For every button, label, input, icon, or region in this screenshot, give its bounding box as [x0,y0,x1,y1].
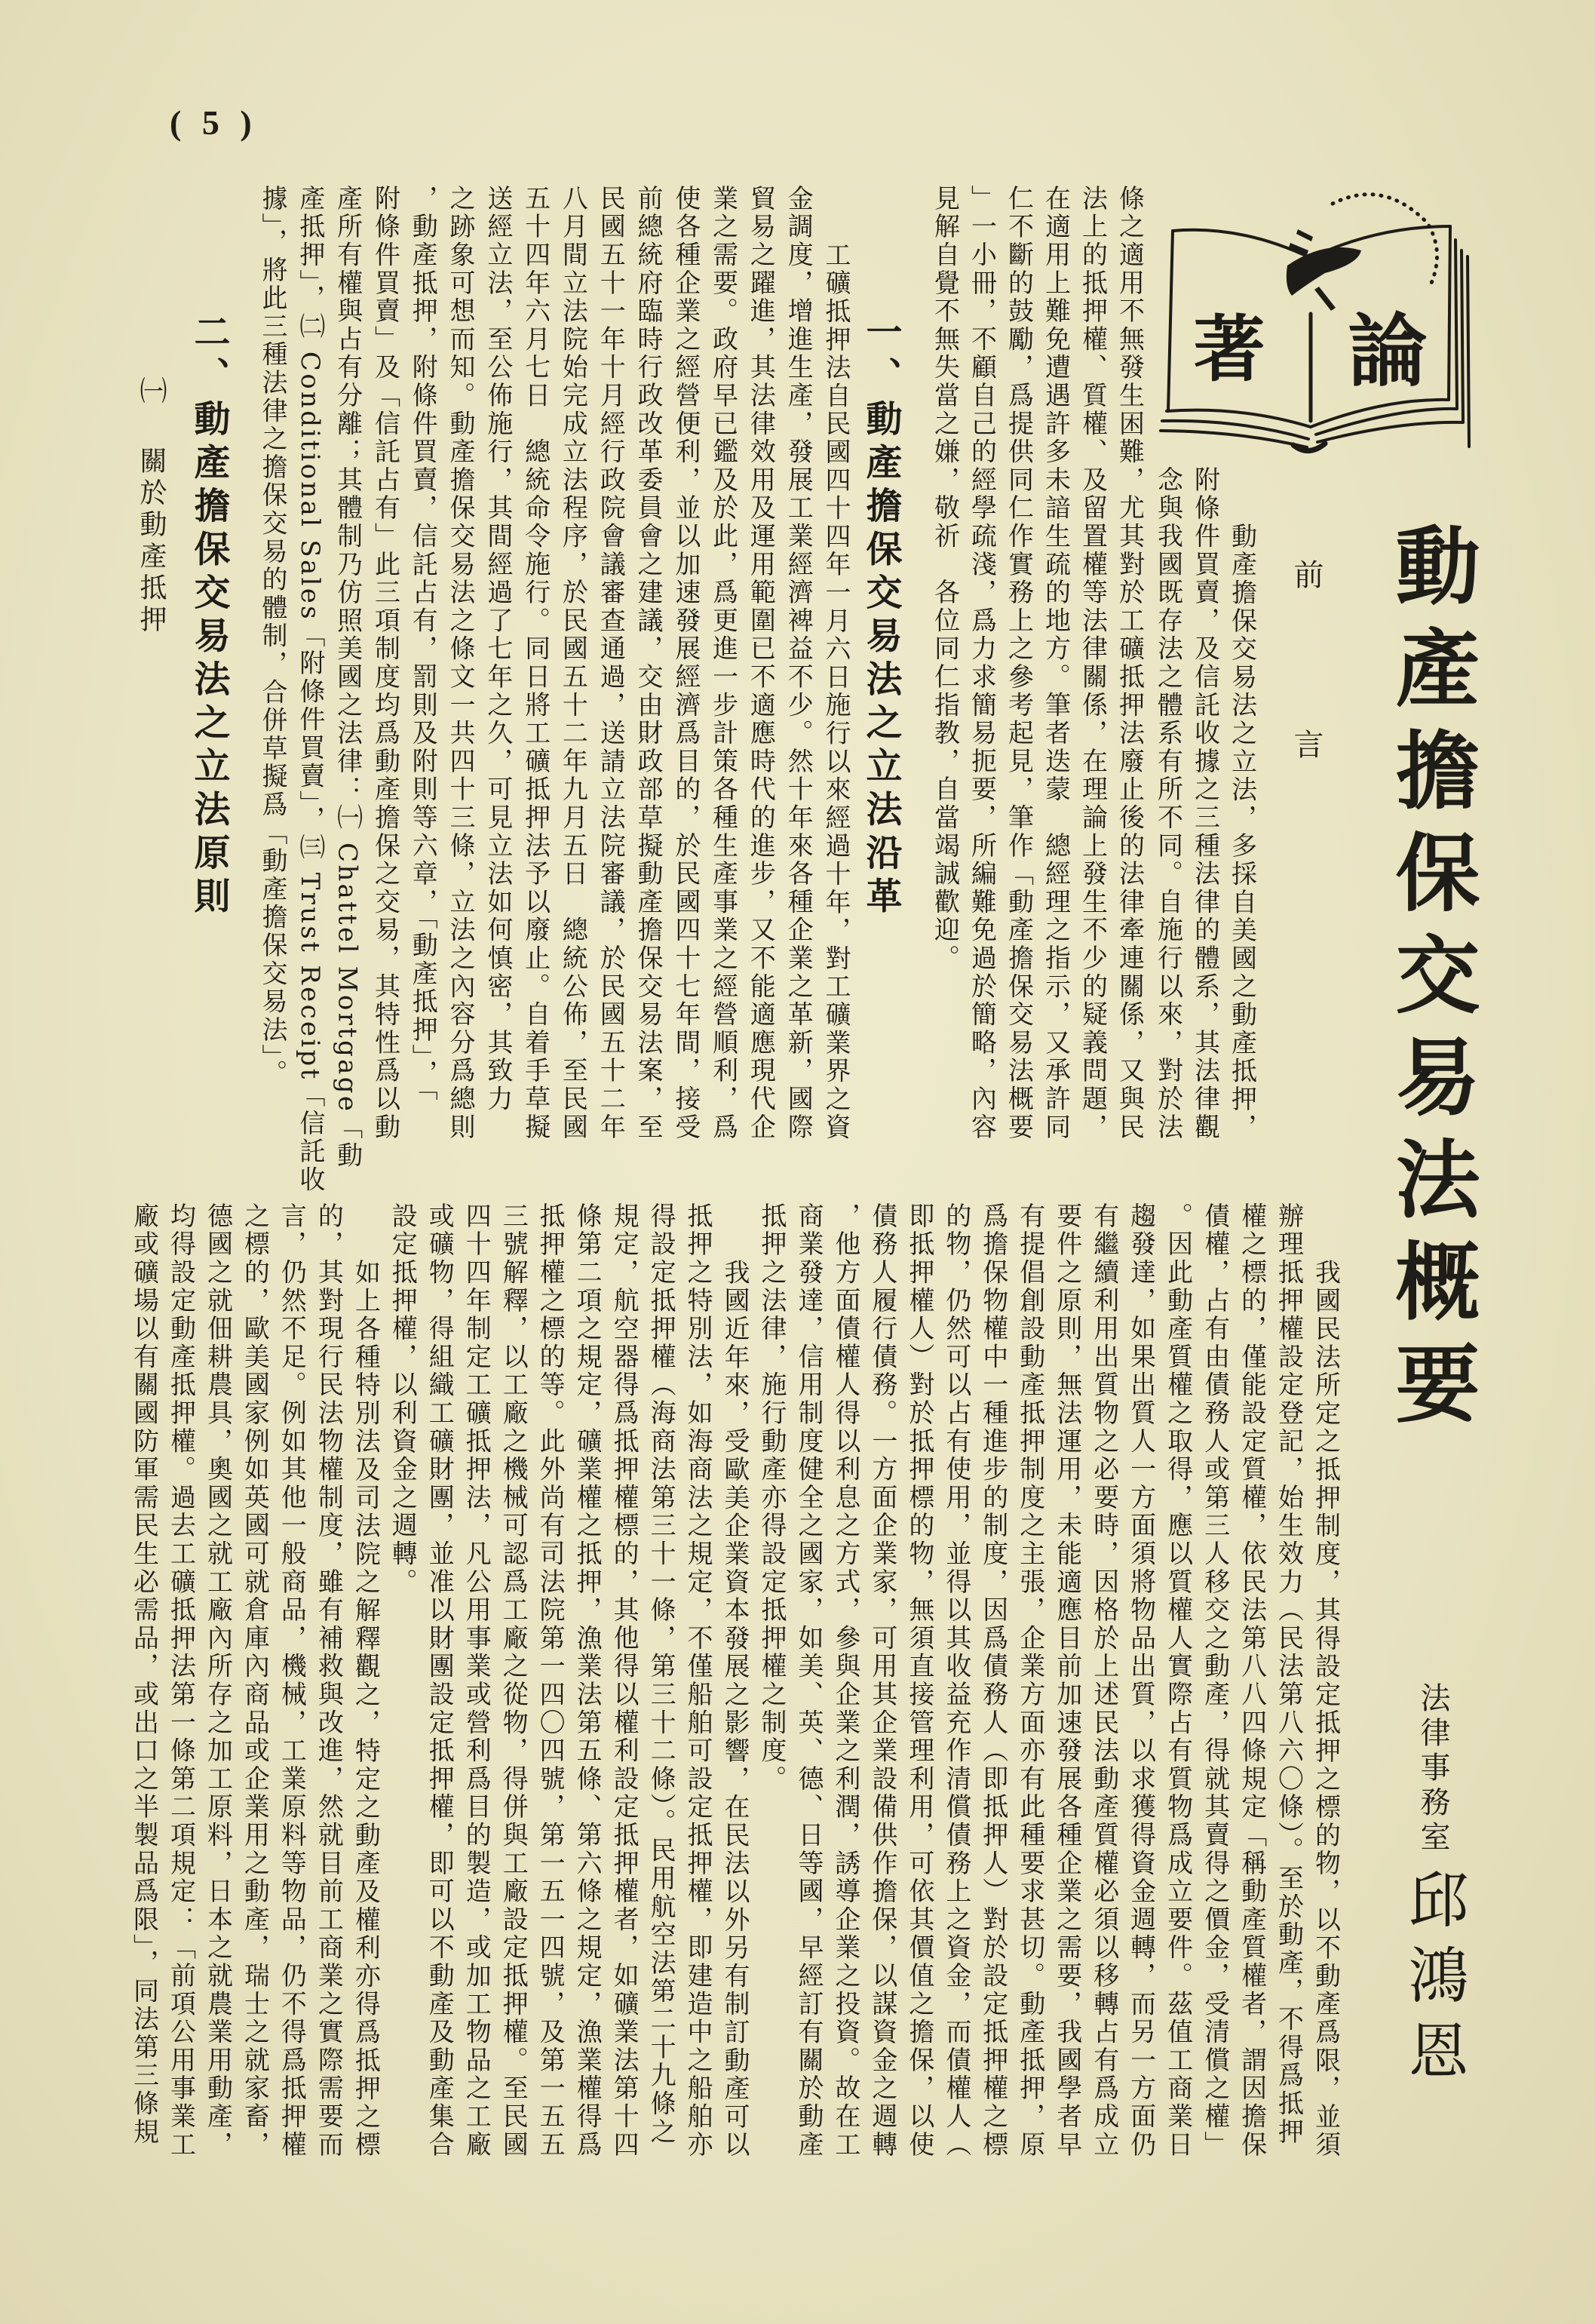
text-column: 條第二項之規定，礦業權之抵押，漁業法第五條、第六條之規定，漁業權得爲 [572,1202,603,2160]
text-column: 均得設定動產抵押權。過去工礦抵押法第一條第二項規定：「前項公用事業工 [165,1202,196,2160]
text-column: 爲擔保物權中一種進步的制度，因爲債務人（即抵押人）對於設定抵押權之標 [977,1202,1008,2160]
text-column: 附條件買賣」及「信託占有」此三項制度均爲動產擔保之交易，其特性爲以動 [370,185,400,1142]
text-column: 民國五十一年十月經行政院會議審查通過，送請立法院審議，於民國五十二年 [595,185,626,1142]
text-column: 權之標的，僅能設定質權，依民法第八八四條規定「稱動產質權者，謂因擔保 [1236,1202,1267,2160]
preface-heading-char: 言 [1289,729,1324,759]
text-column: 我國民法所定之抵押制度，其得設定抵押之標的物，以不動產爲限，並須 [1310,1258,1341,2160]
text-column: 要件之原則，無法運用，未能適應目前加速發展各種企業之需要，我國學者早 [1051,1202,1082,2160]
text-column: 即抵押權人）對於抵押標的物，無須直接管理利用，可依其價值之擔保，以使 [903,1202,934,2160]
section-body [125,1202,1344,2159]
text-column: 得設定抵押權（海商法第三十一條，第三十二條）。民用航空法第二十九條之 [646,1202,676,2147]
text-column: 抵押之特別法，如海商法之規定，不僅船舶可設定抵押權，即建造中之船舶亦 [682,1202,713,2160]
text-column: 言，仍然不足。例如其他一般商品，機械，工業原料等物品，仍不得爲抵押權 [276,1202,307,2160]
section-heading: 二、動產擔保交易法之立法原則 [188,313,230,920]
text-column: 貿易之躍進，其法律效用及運用範圍已不適應時代的進步，又不能適應現代企 [745,185,776,1142]
preface-text-upper [1149,466,1260,1141]
text-column: 前總統府臨時行政改革委員會之建議，交由財政部草擬動產擔保交易法案，至 [633,185,664,1142]
text-column: 使各種企業之經營便利，並以加速發展經濟爲目的，於民國四十七年間，接受 [670,185,701,1142]
text-column: 業之需要。政府早已鑑及於此，爲更進一步計策各種生產事業之經營順利，爲 [707,185,738,1142]
text-column: 的，其對現行民法物權制度，雖有補救與改進，然就目前工商業之實際需要而 [313,1202,344,2160]
text-column: 我國近年來，受歐美企業資本發展之影響，在民法以外另有制訂動產可以 [719,1258,750,2160]
author-department: 法律事務室 [1416,1682,1450,1856]
text-column: 趨發達，如果出質人一方面須將物品出質，以求獲得資金週轉，而另一方面仍 [1125,1202,1156,2160]
text-column: 有繼續利用出質物之必要時，因格於上述民法動產質權必須以移轉占有爲成立 [1088,1202,1119,2160]
text-column: 如上各種特別法及司法院之解釋觀之，特定之動產及權利亦得爲抵押之標 [350,1258,381,2160]
emblem-char-left: 著 [1193,308,1265,391]
text-column: 工礦抵押法自民國四十四年一月六日施行以來經過十年，對工礦業界之資 [821,241,851,1142]
text-column: 。因此動產質權之取得，應以質權人實際占有質物爲成立要件。茲值工商業日 [1162,1202,1193,2160]
emblem-char-right: 論 [1348,304,1428,398]
subsection-marker: ㈠ [136,376,167,404]
text-column: 規定，航空器得爲抵押權標的，其他得以權利設定抵押權者，如礦業法第十四 [609,1202,640,2160]
text-column: 抵押之法律，施行動產亦得設定抵押權之制度。 [756,1202,787,1794]
text-column: 的物，仍然可以占有使用，並得以其收益充作清償債務上之資金，而債權人（ [940,1202,971,2160]
text-column: 動產擔保交易法之立法，多採自美國之動產抵押， [1226,522,1257,1142]
article-title: 動產擔保交易法概要 [1382,522,1480,1442]
book-icon [1158,181,1482,460]
section-heading: 一、動產擔保交易法之立法沿革 [860,313,902,920]
text-column: 據」，將此三種法律之擔保交易的體制，合併草擬爲「動產擔保交易法」。 [257,185,288,1088]
text-column: 三號解釋，以工廠之機械可認爲工廠之從物，得併與工廠設定抵押權。至民國 [498,1202,529,2160]
text-column: 商業發達，信用制度健全之國家，如美、英、德、日等國，早經訂有關於動產 [793,1202,824,2160]
subsection-heading: 關於動產抵押 [136,447,167,637]
text-column: 德國之就佃耕農具，奧國之就工廠內所存之加工原料，日本之就農業用動產， [202,1202,233,2160]
text-column: 金調度，增進生產，發展工業經濟裨益不少。然十年來各種企業之革新，國際 [783,185,814,1142]
preface-heading-char: 前 [1289,559,1324,589]
text-column: 四十四年制定工礦抵押法，凡公用事業或營利爲目的製造，或加工物品之工廠 [461,1202,492,2160]
author-name: 邱鴻恩 [1398,1868,1468,2095]
section-body [253,185,854,1194]
text-column: 在適用上難免遭遇許多未諳生疏的地方。筆者迭蒙 總經理之指示，又承許同 [1040,185,1071,1142]
text-column: ，他方面債權人得以利息之方式，參與企業之利潤，誘導企業之投資。故在工 [830,1202,860,2160]
text-column: 五十四年六月七日 總統命令施行。同日將工礦抵押法予以廢止。自着手草擬 [520,185,551,1142]
text-column: 或礦物，得組織工礦財團，並准以財團設定抵押權，即可以不動產及動產集合 [424,1202,455,2160]
preface-text [926,185,1148,1141]
text-column: 產所有權與占有分離；其體制乃仿照美國之法律：㈠ Chattel Mortgage「動 [332,185,363,1170]
text-column: 條之適用不無發生困難，尤其對於工礦抵押法廢止後的法律牽連關係，又與民 [1114,185,1145,1142]
text-column: 送經立法，至公佈施行，其間經過了七年之久，可見立法如何慎密，其致力 [482,185,513,1113]
text-column: 法上的抵押權、質權、及留置權等法律關係，在理論上發生不少的疑義問題， [1077,185,1108,1142]
text-column: ，動產抵押，附條件買賣，信託占有，罰則及附則等六章，「動產抵押」，「 [407,185,438,1104]
text-column: 有提倡創設動產抵押制度之主張，企業方面亦有此種要求甚切。動產抵押，原 [1014,1202,1045,2160]
text-column: 債務人履行債務。一方面企業家，可用其企業設備供作擔保，以謀資金之週轉 [867,1202,897,2160]
text-column: 產抵押」，㈡ Conditional Sales「附條件買賣」，㈢ Trust Receipt「信託收 [294,185,325,1194]
text-column: 仁不斷的鼓勵，爲提供同仁作實務上之參考起見，筆作「動產擔保交易法概要 [1003,185,1034,1142]
text-column: 念與我國既存法之體系有所不同。自施行以來，對於法 [1152,466,1183,1142]
page-number: ( 5 ) [170,103,258,142]
text-column: 附條件買賣，及信託收據之三種法律的體系，其法律觀 [1189,466,1220,1142]
text-column: 設定抵押權，以利資金之週轉。 [387,1202,418,1597]
text-column: 八月間立法院始完成立法程序，於民國五十二年九月五日 總統公佈，至民國 [557,185,588,1142]
text-column: 債權，占有由債務人或第三人移交之動產，得就其賣得之價金，受清償之權」 [1199,1202,1230,2160]
text-column: 」一小冊，不顧自己的經學疏淺，爲力求簡易扼要，所編難免過於簡略，內容 [966,185,997,1142]
text-column: 見解自覺不無失當之嫌，敬祈 各位同仁指教，自當竭誠歡迎。 [929,185,960,973]
text-column: 廠或礦場以有關國防軍需民生必需品，或出口之半製品爲限」，同法第三條規 [128,1202,159,2147]
text-column: 之標的，歐美國家例如英國可就倉庫內商品或企業用之動產，瑞士之就家畜， [239,1202,270,2160]
text-column: 抵押權之標的等。此外尚有司法院第一四〇四號，第一五一四號，及第一五五 [535,1202,566,2160]
text-column: 辦理抵押權設定登記，始生效力（民法第八六〇條）。至於動產，不得爲抵押 [1273,1202,1304,2147]
text-column: 之跡象可想而知。動產擔保交易法之條文一共四十三條，立法之內容分爲總則 [445,185,476,1142]
